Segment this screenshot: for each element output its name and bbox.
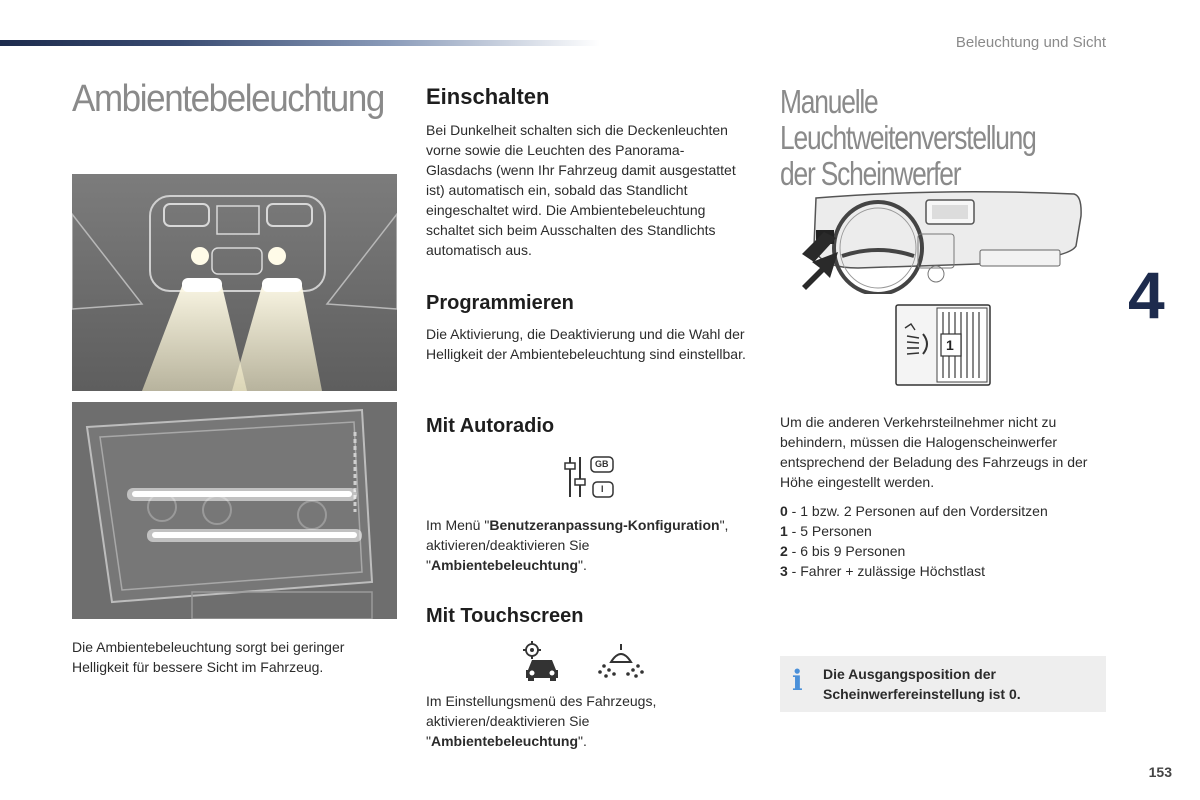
autoradio-text: Im Menü "Benutzeranpassung-Konfiguration", aktivieren/deaktivieren Sie "Ambientebeleuchtung".: [426, 517, 729, 573]
ambient-light-icon: [596, 640, 646, 682]
heading-mit-touchscreen: Mit Touchscreen: [426, 605, 584, 627]
autoradio-settings-icon: [562, 453, 618, 501]
einschalten-text: Bei Dunkelheit schalten sich die Deckenleuchten vorne sowie die Leuchten des Panorama-Glasdachs (wenn Ihr Fahrzeug damit ausgestattet ist) automatisch ein, sobald das Standlicht eingeschaltet wird. Die Ambientebeleuchtung schaltet sich beim Ausschalten des Standlichts automatisch aus.: [426, 122, 736, 258]
headlamp-title: Manuelle Leuchtweitenverstellung der Scheinwerfer: [780, 83, 1036, 192]
touchscreen-text: Im Einstellungsmenü des Fahrzeugs, aktivieren/deaktivieren Sie "Ambientebeleuchtung".: [426, 693, 657, 749]
headlamp-text: Um die anderen Verkehrsteilnehmer nicht zu behindern, müssen die Halogenscheinwerfer entsprechend der Beladung des Fahrzeugs in der Höhe eingestellt werden.: [780, 414, 1088, 490]
page-title: Ambientebeleuchtung: [72, 78, 384, 120]
legend-item: 1 - 5 Personen: [780, 523, 872, 539]
load-legend: [780, 501, 1110, 581]
ceiling-lights-photo: [72, 174, 397, 391]
legend-item: 0 - 1 bzw. 2 Personen auf den Vordersitzen: [780, 503, 1048, 519]
gb-badge-label: GB: [595, 459, 609, 469]
car-settings-icon: [520, 640, 564, 682]
dashboard-illustration: [798, 186, 1088, 294]
heading-mit-autoradio: Mit Autoradio: [426, 415, 555, 437]
section-title: Beleuchtung und Sicht: [955, 34, 1106, 51]
chapter-number: 4: [1128, 258, 1165, 332]
glass-roof-lights-photo: [72, 402, 397, 619]
legend-item: 2 - 6 bis 9 Personen: [780, 543, 906, 559]
info-icon: i: [792, 664, 803, 697]
info-note-text: Die Ausgangsposition der Scheinwerfereinstellung ist 0.: [823, 666, 1021, 702]
menu-name: Benutzeranpassung-Konfiguration: [489, 517, 720, 533]
heading-einschalten: Einschalten: [426, 84, 550, 109]
page-number: 153: [1148, 764, 1172, 780]
heading-programmieren: Programmieren: [426, 292, 574, 314]
menu-item-name: Ambientebeleuchtung: [430, 557, 578, 573]
touchscreen-item-name: Ambientebeleuchtung: [430, 733, 578, 749]
legend-item: 3 - Fahrer + zulässige Höchstlast: [780, 563, 986, 579]
ambient-caption: Die Ambientebeleuchtung sorgt bei geringer Helligkeit für bessere Sicht im Fahrzeug.: [72, 639, 345, 675]
programmieren-text: Die Aktivierung, die Deaktivierung und die Wahl der Helligkeit der Ambientebeleuchtung sind einstellbar.: [426, 326, 746, 362]
header-color-bar: [0, 40, 600, 46]
i-badge-label: I: [601, 484, 604, 494]
info-note: [780, 656, 1106, 712]
switch-position-label: 1: [946, 337, 954, 353]
headlamp-adjuster-switch: [895, 304, 991, 386]
